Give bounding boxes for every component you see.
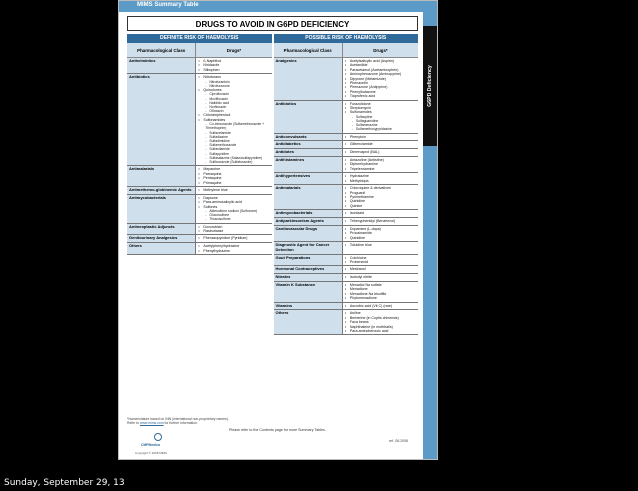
table-row — [127, 74, 272, 166]
drug-item: • Menadione — [345, 287, 416, 291]
table-row — [274, 173, 419, 185]
table-row — [127, 187, 272, 195]
drug-item: • Quinolones — [198, 88, 269, 92]
drug-item: • Phenazone (Antipyrine) — [345, 85, 416, 89]
drug-item: • Menadiol Na sulfate — [345, 283, 416, 287]
drug-item: • Menadione Na bisulfite — [345, 292, 416, 296]
footnote-line1: *Nomenclature based on INN (international non-proprietary names). — [127, 417, 229, 421]
drug-item: • Tripelennamine — [345, 167, 416, 171]
drug-item: • Phenacetin — [345, 81, 416, 85]
drug-list — [343, 255, 418, 266]
drugs-header: Drugs* — [373, 47, 388, 53]
footnote-line3: for further information. — [164, 421, 198, 426]
drug-item: • Toluidine blue — [345, 243, 416, 247]
drug-subitem: - Sulfapyridine — [198, 152, 269, 156]
top-strip — [119, 1, 438, 12]
pharmacological-class: Antiparkinsonism Agents — [274, 218, 343, 225]
drug-list — [343, 185, 418, 209]
pharmacological-class: Antimycobacterials — [127, 195, 196, 223]
drug-list — [343, 266, 418, 273]
drug-list — [343, 242, 418, 254]
pharmacological-class: Antimalarials — [127, 166, 196, 186]
drug-item: • Probenecid — [345, 260, 416, 264]
drug-list — [196, 224, 271, 235]
drug-list — [196, 235, 271, 242]
table-row — [127, 224, 272, 236]
pharmacological-class: Antihistamines — [274, 157, 343, 172]
class-header: Pharmacological Class — [127, 43, 196, 57]
pharmacological-class: Gout Preparations — [274, 255, 343, 266]
drug-list — [196, 74, 271, 165]
footnote — [127, 417, 257, 425]
class-header: Pharmacological Class — [274, 43, 343, 57]
drug-subitem: - Sulfadiazine — [198, 135, 269, 139]
drug-list — [196, 243, 271, 254]
pharmacological-class: Antibiotics — [274, 101, 343, 133]
drug-item: • Methylene blue — [198, 188, 269, 192]
drug-item: • Sulfones — [198, 205, 269, 209]
pharmacological-class: Anthelmintics — [127, 58, 196, 73]
table-row — [274, 149, 419, 157]
drug-subitem: - Nitrofurazone — [198, 84, 269, 88]
drug-list — [343, 282, 418, 302]
drug-item: • Quinidine — [345, 236, 416, 240]
possible-risk-heading: POSSIBLE RISK OF HAEMOLYSIS — [274, 34, 419, 43]
drug-item: • Hydralazine — [345, 174, 416, 178]
drug-list — [343, 310, 418, 334]
pharmacological-class: Antimalarials — [274, 185, 343, 209]
drug-item: • Proguanil — [345, 191, 416, 195]
table-row — [274, 185, 419, 210]
possible-risk-column — [274, 34, 419, 412]
cmpmedica-logo-text: CMPMedica — [141, 443, 161, 447]
drug-subitem: - Sulfaguanidine — [345, 119, 416, 123]
pharmacological-class: Antidotes — [274, 149, 343, 156]
drug-list — [343, 149, 418, 156]
table-row — [127, 195, 272, 224]
drug-subitem: - Thiazosulfone — [198, 217, 269, 221]
copyright: Copyright © 2008 MIMS — [135, 451, 168, 455]
side-tab — [423, 26, 437, 146]
drug-item: • Nitrofurans — [198, 75, 269, 79]
mims-label: MIMS Summary Table — [137, 2, 199, 8]
table-row — [274, 303, 419, 311]
drug-item: • Aniline — [345, 311, 416, 315]
drug-item: • Fava beans — [345, 320, 416, 324]
drug-item: • Berberine (in Coptis chinensis) — [345, 316, 416, 320]
drug-item: • Niridazole — [198, 63, 269, 67]
drug-list — [196, 187, 271, 194]
drug-item: • Colchicine — [345, 256, 416, 260]
drug-subitem: - Nalidixic acid — [198, 101, 269, 105]
refer-note: Please refer to the Contents page for more Summary Tables. — [229, 428, 326, 432]
pharmacological-class: Genitourinary Analgesics — [127, 235, 196, 242]
table-columns — [127, 34, 418, 412]
drug-item: • Furazolidone — [345, 102, 416, 106]
footnote-line2: Refer to — [127, 421, 140, 426]
drug-item: • Sulfonamides — [198, 118, 269, 122]
drug-list — [343, 226, 418, 241]
drug-subitem: - Sulfamerazine — [345, 123, 416, 127]
table-row — [274, 101, 419, 134]
drug-list — [343, 101, 418, 133]
drug-subitem: - Sulfasalazine (Salazosulfapyridine) — [198, 156, 269, 160]
drug-list — [343, 58, 418, 100]
definite-risk-subheader — [127, 43, 272, 58]
possible-risk-rows — [274, 58, 419, 335]
drug-item: • Acetylphenylhydrazine — [198, 244, 269, 248]
drug-subitem: - Sulfamethoxypyridazine — [345, 127, 416, 131]
drug-item: • Chloroquine & derivatives — [345, 186, 416, 190]
drug-item: • Chloramphenicol — [198, 113, 269, 117]
pharmacological-class: Others — [127, 243, 196, 254]
drug-item: • Para-aminobenzoic acid — [345, 329, 416, 333]
definite-risk-column — [127, 34, 272, 412]
pharmacological-class: Vitamins — [274, 303, 343, 310]
drug-item: • Paracetamol (Acetaminophen) — [345, 68, 416, 72]
pharmacological-class: Nitrates — [274, 274, 343, 281]
table-row — [274, 218, 419, 226]
drug-item: • Quinine — [345, 204, 416, 208]
drug-item: • Mepacrine — [198, 167, 269, 171]
table-row — [274, 141, 419, 149]
drug-item: • Trihexyphenidyl (Benzhexol) — [345, 219, 416, 223]
footnote-link[interactable]: www.mims.com — [140, 421, 164, 426]
drug-item: • ß-Naphthol — [198, 59, 269, 63]
drug-item: • Primaquine — [198, 181, 269, 185]
drug-list — [343, 141, 418, 148]
drug-item: • Sulfonamides — [345, 110, 416, 114]
screenshot-timestamp: Sunday, September 29, 13 — [4, 478, 125, 488]
drug-item: • Ascorbic acid (Vit C) (rare) — [345, 304, 416, 308]
drug-list — [343, 157, 418, 172]
drug-item: • Dopamine (L-dopa) — [345, 227, 416, 231]
table-row — [274, 226, 419, 242]
pharmacological-class: Analgesics — [274, 58, 343, 100]
pharmacological-class: Diagnostic Agent for Cancer Detection — [274, 242, 343, 254]
pharmacological-class: Vitamin K Substance — [274, 282, 343, 302]
side-tab-label: G6PD Deficiency — [427, 65, 433, 107]
drug-item: • Procainamide — [345, 231, 416, 235]
drug-list — [343, 274, 418, 281]
table-row — [274, 242, 419, 255]
drug-item: • Phenylbutazone — [345, 90, 416, 94]
drug-subitem: - Aldesulfone sodium (Sulfoxone) — [198, 209, 269, 213]
drug-subitem: - Sulfacetamide — [198, 131, 269, 135]
pharmacological-class: Antibiotics — [127, 74, 196, 165]
drug-subitem: - Ciprofloxacin — [198, 92, 269, 96]
drug-subitem: - Sulfamethoxazole — [198, 143, 269, 147]
document-page — [118, 0, 438, 460]
drug-subitem: - Sulfisoxazole (Sulfafurazole) — [198, 160, 269, 164]
drug-subitem: - Sulfacytine — [345, 115, 416, 119]
table-row — [127, 166, 272, 187]
drug-item: • Pamaquine — [198, 172, 269, 176]
cmpmedica-logo-icon — [154, 433, 162, 441]
drug-item: • Doxorubicin — [198, 225, 269, 229]
pharmacological-class: Anticonvulsants — [274, 134, 343, 141]
table-row — [274, 274, 419, 282]
table-row — [274, 134, 419, 142]
drugs-header: Drugs* — [226, 47, 242, 53]
drug-list — [343, 134, 418, 141]
pharmacological-class: Antimethemo-globinemic Agents — [127, 187, 196, 194]
drug-item: • Phenylhydrazine — [198, 249, 269, 253]
drug-item: • Aminophenazone (Aminopyrine) — [345, 72, 416, 76]
pharmacological-class: Others — [274, 310, 343, 334]
drug-item: • Para-aminosalicylic acid — [198, 200, 269, 204]
drug-item: • Quinidine — [345, 199, 416, 203]
table-row — [274, 58, 419, 101]
drug-subitem: - Moxifloxacin — [198, 97, 269, 101]
drug-list — [343, 218, 418, 225]
drug-item: • Phytomenadione — [345, 296, 416, 300]
drug-item: • Diphenhydramine — [345, 162, 416, 166]
drug-item: • Acetanilide — [345, 63, 416, 67]
table-row — [127, 235, 272, 243]
drug-item: • Tiaprofenic acid — [345, 94, 416, 98]
pharmacological-class: Hormonal Contraceptives — [274, 266, 343, 273]
drug-subitem: - Sulfanilamide — [198, 147, 269, 151]
drug-item: • Pyrimethamine — [345, 195, 416, 199]
table-row — [274, 157, 419, 173]
drug-item: • Phenazopyridine (Pyridium) — [198, 236, 269, 240]
drug-subitem: - Glucosulfone — [198, 213, 269, 217]
drug-item: • Stibophen — [198, 68, 269, 72]
doc-code: ref. G6 2008 — [389, 439, 408, 443]
drug-item: • Phenytoin — [345, 135, 416, 139]
drug-subitem: - Nitrofurantoin — [198, 80, 269, 84]
drug-item: • Methyldopa — [345, 179, 416, 183]
drug-subitem: - Sulfadimidine — [198, 139, 269, 143]
table-row — [274, 282, 419, 303]
possible-risk-subheader — [274, 43, 419, 58]
drug-item: • Isoniazid — [345, 211, 416, 215]
drug-item: • Isobutyl nitrite — [345, 275, 416, 279]
drug-subitem: - Ofloxacin — [198, 109, 269, 113]
table-row — [274, 310, 419, 335]
pharmacological-class: Antihypertensives — [274, 173, 343, 184]
drug-subitem: - Co-trimoxazole (Sulfamethoxazole + Trimethoprim) — [198, 122, 269, 130]
drug-list — [196, 195, 271, 223]
drug-item: • Glibenclamide — [345, 142, 416, 146]
pharmacological-class: Antidiabetics — [274, 141, 343, 148]
drug-item: • Rasburicase — [198, 229, 269, 233]
pharmacological-class: Cardiovascular Drugs — [274, 226, 343, 241]
definite-risk-heading: DEFINITE RISK OF HAEMOLYSIS — [127, 34, 272, 43]
drug-list — [343, 210, 418, 217]
drug-item: • Antazoline (Antistine) — [345, 158, 416, 162]
drug-item: • Dipyrone (Metamizole) — [345, 77, 416, 81]
table-row — [274, 255, 419, 267]
drug-item: • Acetylsalicylic acid (Aspirin) — [345, 59, 416, 63]
table-row — [127, 58, 272, 74]
drug-list — [196, 166, 271, 186]
table-row — [274, 266, 419, 274]
drug-item: • Dimercaprol (BAL) — [345, 150, 416, 154]
drug-item: • Mestranol — [345, 267, 416, 271]
drug-list — [196, 58, 271, 73]
drug-item: • Streptomycin — [345, 106, 416, 110]
page-title: DRUGS TO AVOID IN G6PD DEFICIENCY — [127, 16, 418, 31]
drug-list — [343, 303, 418, 310]
drug-item: • Naphthalene (in mothballs) — [345, 325, 416, 329]
drug-subitem: - Norfloxacin — [198, 105, 269, 109]
table-row — [274, 210, 419, 218]
drug-item: • Dapsone — [198, 196, 269, 200]
definite-risk-rows — [127, 58, 272, 255]
table-row — [127, 243, 272, 255]
drug-list — [343, 173, 418, 184]
drug-item: • Pentaquine — [198, 176, 269, 180]
pharmacological-class: Antimycobacterials — [274, 210, 343, 217]
pharmacological-class: Antineoplastic Adjuncts — [127, 224, 196, 235]
